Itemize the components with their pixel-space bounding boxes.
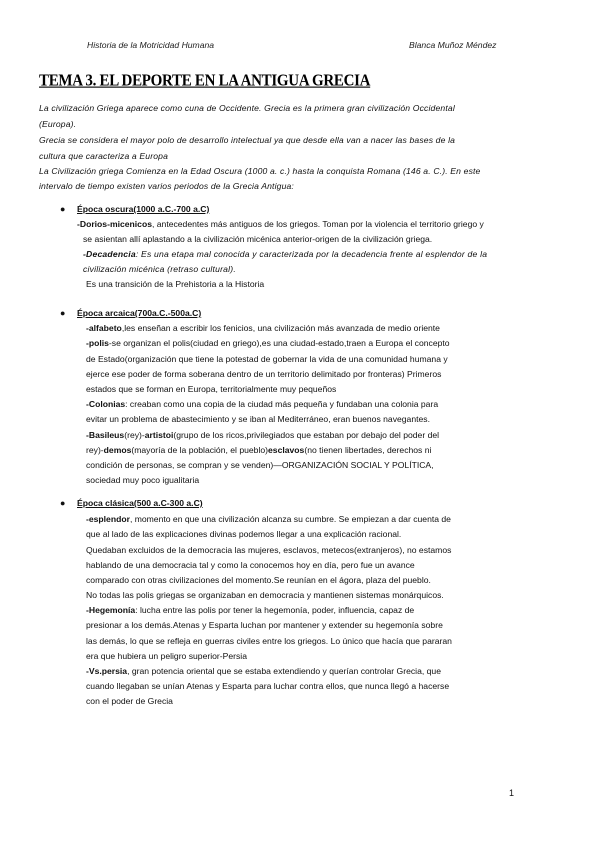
key-term: demos [103, 445, 132, 455]
text-run: (grupo de los ricos,privilegiados que estaban por debajo del poder del [173, 430, 440, 440]
period-heading [60, 204, 209, 214]
key-term: artistoi [144, 430, 174, 440]
text-run: era que hubiera un peligro superior-Persia [86, 651, 247, 661]
text-line [86, 399, 438, 410]
text-line [86, 636, 452, 647]
text-run: con el poder de Grecia [86, 696, 173, 706]
text-line [83, 234, 432, 245]
text-line [86, 414, 430, 425]
text-line [86, 430, 439, 441]
key-term: -Vs.persia [86, 666, 128, 676]
text-line [86, 666, 441, 677]
text-line [86, 651, 247, 662]
key-term: esclavos [268, 445, 305, 455]
key-term: -Dorios-micenicos [77, 219, 152, 229]
text-line [86, 323, 440, 334]
text-run: sociedad muy poco igualitaria [86, 475, 200, 485]
text-run: evitar un problema de abastecimiento y se iban al Mediterráneo, eran buenos navegantes. [86, 414, 430, 424]
text-run: , gran potencia oriental que se estaba extendiendo y querían controlar Grecia, que [127, 666, 441, 676]
period-heading [60, 498, 203, 508]
text-run: No todas las polis griegas se organizaban en democracia y mantienen sistemas monárquicos. [86, 590, 444, 600]
intro-line: Grecia se considera el mayor polo de desarrollo intelectual ya que desde ella van a nacer las bases de la [39, 135, 456, 145]
bullet-icon: ● [60, 204, 66, 214]
intro-line: La Civilización griega Comienza en la Edad Oscura (1000 a. c.) hasta la conquista Romana (146 a. C.). En este [39, 166, 481, 176]
key-term: -esplendor [86, 514, 130, 524]
text-run: cuando llegaban se unían Atenas y Esparta para luchar contra ellos, que nunca llegó a hacerse [86, 681, 450, 691]
period-title: Época arcaica(700a.C.-500a.C) [77, 308, 202, 318]
text-run: civilización micénica (retraso cultural). [83, 264, 236, 274]
text-line [86, 575, 431, 586]
text-run: : creaban como una copia de la ciudad más pequeña y fundaban una colonia para [125, 399, 439, 409]
text-line [86, 696, 173, 707]
text-run: -se organizan el polis(ciudad en griego),es una ciudad-estado,traen a Europa el concepto [108, 338, 450, 348]
text-run: , momento en que una civilización alcanza su cumbre. Se empiezan a dar cuenta de [129, 514, 451, 524]
text-run: (rey)- [124, 430, 145, 440]
intro-line: La civilización Griega aparece como cuna de Occidente. Grecia es la primera gran civilización Occidental [39, 103, 455, 113]
key-term: -Basileus [86, 430, 125, 440]
text-run: Quedaban excluidos de la democracia las mujeres, esclavos, metecos(extranjeros), no estamos [86, 545, 452, 555]
text-run: (mayoría de la población, el pueblo) [131, 445, 269, 455]
bullet-icon: ● [60, 498, 66, 508]
text-run: Es una transición de la Prehistoria a la Historia [86, 279, 265, 289]
text-line [86, 460, 434, 471]
text-line [86, 384, 336, 395]
intro-line: intervalo de tiempo existen varios periodos de la Grecia Antigua: [39, 181, 294, 191]
text-line [86, 475, 199, 486]
text-run: , antecedentes más antiguos de los griegos. Toman por la violencia el territorio griego y [151, 219, 484, 229]
page-title: TEMA 3. EL DEPORTE EN LA ANTIGUA GRECIA [39, 72, 371, 90]
text-line [77, 219, 484, 230]
text-line [86, 279, 264, 290]
text-run: estados que se forman en Europa, territorialmente muy pequeños [86, 384, 337, 394]
text-line [86, 369, 441, 380]
text-line [86, 560, 415, 571]
text-run: comparado con otras civilizaciones del momento.Se reunían en el ágora, plaza del pueblo. [86, 575, 431, 585]
text-line [83, 264, 236, 275]
text-run: rey)- [86, 445, 104, 455]
text-line [86, 681, 449, 692]
text-line [86, 514, 451, 525]
text-line [86, 605, 414, 616]
key-term: -polis [86, 338, 109, 348]
key-term: -Decadencia [83, 249, 136, 259]
key-term: -Colonias [86, 399, 126, 409]
period-title: Época oscura(1000 a.C.-700 a.C) [77, 204, 210, 214]
key-term: -Hegemonía [86, 605, 136, 615]
text-line [86, 338, 450, 349]
text-run: (no tienen libertades, derechos ni [304, 445, 432, 455]
text-run: ejerce ese poder de forma soberana dentro de un territorio delimitado por fronteras) Primeros [86, 369, 442, 379]
intro-line: cultura que caracteriza a Europa [39, 151, 169, 161]
text-line [86, 620, 443, 631]
text-run: de Estado(organización que tiene la potestad de gobernar la vida de una comunidad humana y [86, 354, 448, 364]
header-author-name: Blanca Muñoz Méndez [409, 40, 497, 50]
text-run: hablando de una democracia tal y como la conocemos hoy en día, pero fue un avance [86, 560, 415, 570]
text-line [86, 590, 444, 601]
text-line [86, 529, 401, 540]
text-run: que al lado de las explicaciones divinas podemos llegar a una explicación racional. [86, 529, 402, 539]
text-line [86, 545, 451, 556]
text-run: condición de personas, se compran y se venden)—ORGANIZACIÓN SOCIAL Y POLÍTICA, [86, 460, 434, 470]
text-run: : Es una etapa mal conocida y caracterizada por la decadencia frente al esplendor de la [135, 249, 488, 259]
text-run: ,les enseñan a escribir los fenicios, una civilización más avanzada de medio oriente [121, 323, 440, 333]
text-run: se asientan allí aplastando a la civilización micénica anterior-origen de la civilización griega. [83, 234, 433, 244]
bullet-icon: ● [60, 308, 66, 318]
period-heading [60, 308, 201, 318]
header-course-title: Historia de la Motricidad Humana [87, 40, 215, 50]
text-run: las demás, lo que se refleja en guerras civiles entre los griegos. Lo único que hacía que pararan [86, 636, 452, 646]
text-run: : lucha entre las polis por tener la hegemonía, poder, influencia, capaz de [135, 605, 415, 615]
text-line [86, 354, 448, 365]
text-line [83, 249, 487, 260]
period-title: Época clásica(500 a.C-300 a.C) [77, 498, 203, 508]
page-number: 1 [509, 788, 515, 798]
key-term: -alfabeto [86, 323, 122, 333]
text-line [86, 445, 431, 456]
text-run: presionar a los demás.Atenas y Esparta luchan por mantener y extender su hegemonía sobre [86, 620, 443, 630]
intro-line: (Europa). [39, 119, 77, 129]
